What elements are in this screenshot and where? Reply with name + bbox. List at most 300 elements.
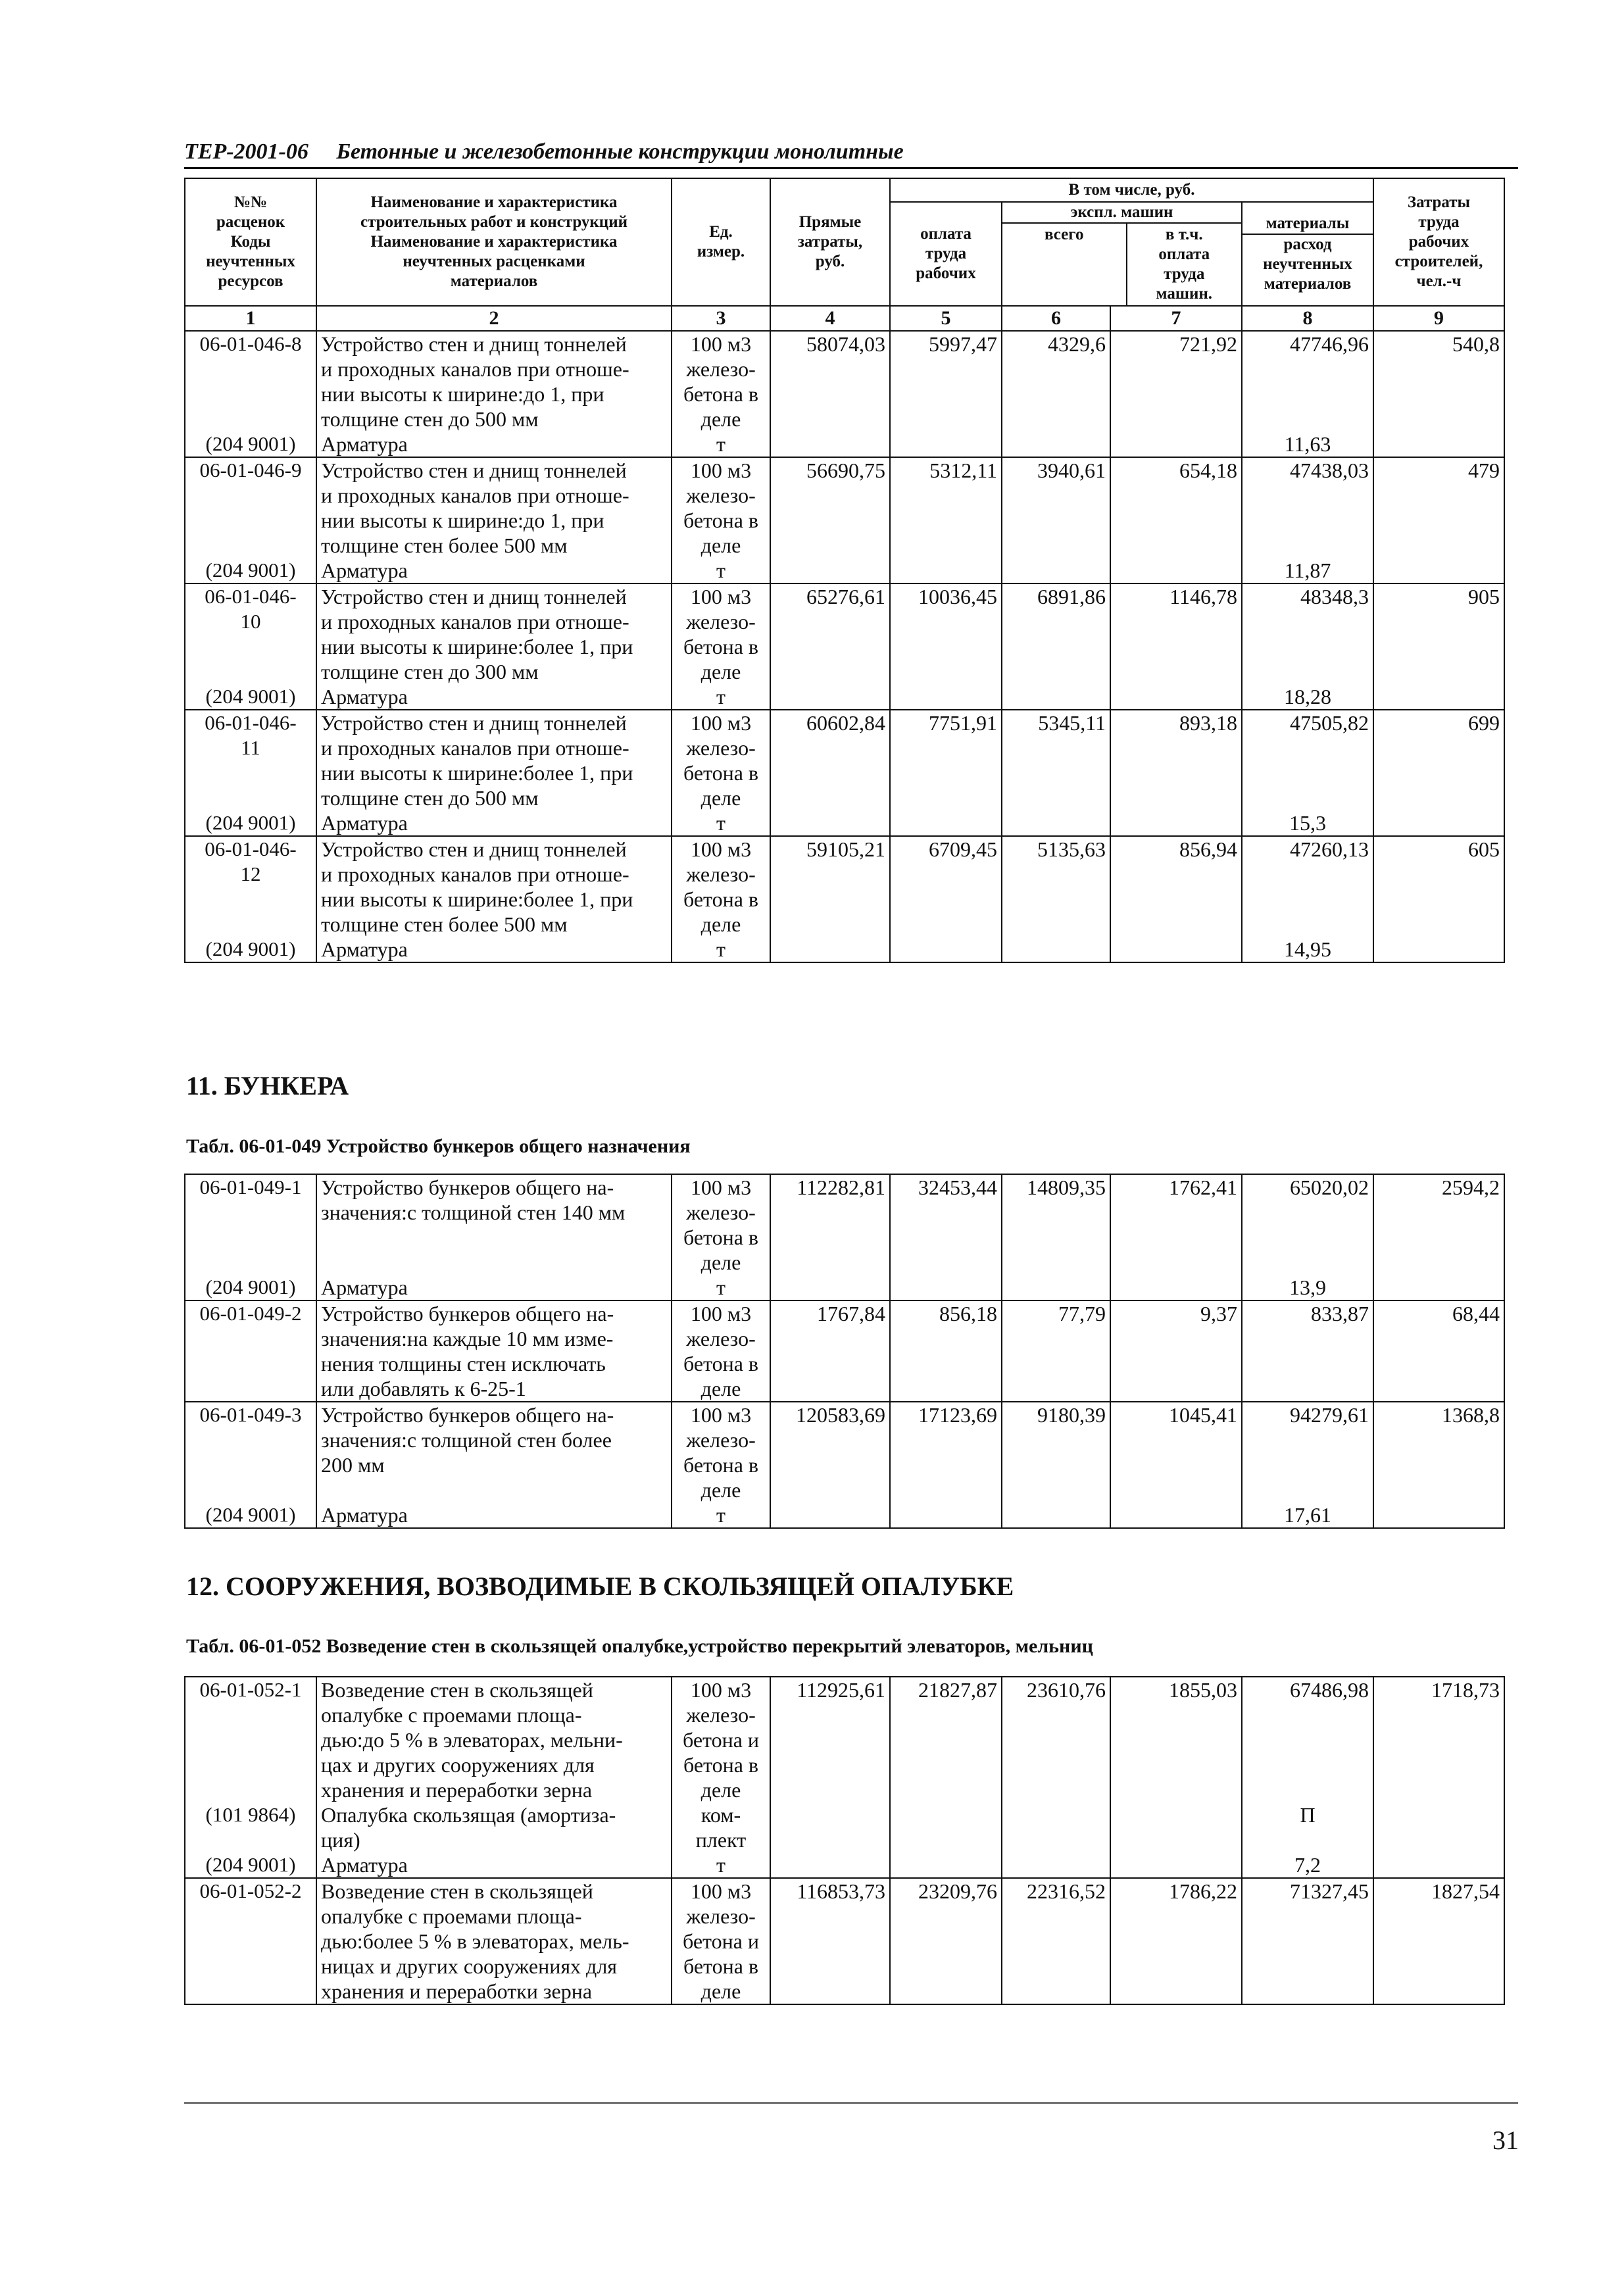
text-line: нии высоты к ширине:до 1, при — [321, 382, 604, 406]
text-line: цах и других сооружениях для — [321, 1753, 595, 1777]
machines-total: 23610,76 — [1027, 1678, 1106, 1702]
machines-total-cell — [1002, 836, 1110, 962]
header-line: Затраты — [1407, 193, 1471, 211]
text-line: бетона в — [683, 1753, 759, 1777]
text-line: 100 м3 — [690, 1403, 752, 1427]
spacer — [1246, 634, 1369, 659]
labor-hours-cell — [1373, 1878, 1504, 2004]
header-machines-labor — [1127, 224, 1242, 305]
text-line: Возведение стен в скользящей — [321, 1678, 593, 1702]
spacer — [321, 1225, 667, 1250]
text-line: 100 м3 — [690, 585, 752, 608]
header-line: строителей, — [1394, 253, 1483, 270]
rate-code-cell — [185, 1677, 316, 1878]
machines-labor: 1045,41 — [1169, 1403, 1237, 1427]
machines-labor-cell — [1110, 583, 1242, 710]
resource-code: (204 9001) — [205, 685, 296, 708]
text-line: и проходных каналов при отноше- — [321, 483, 629, 507]
spacer — [1246, 785, 1369, 810]
direct-cost-cell — [770, 1300, 890, 1402]
resource-amount: 7,2 — [1294, 1853, 1321, 1877]
price-table-049 — [184, 1174, 1505, 1529]
text-line: 06-01-046-8 — [199, 332, 302, 355]
spacer — [1246, 735, 1369, 760]
materials-cost: 65020,02 — [1290, 1175, 1369, 1199]
header-machines-label: экспл. машин — [1002, 203, 1241, 224]
resource-unit: ком- — [701, 1803, 741, 1827]
materials-cost: 47438,03 — [1290, 458, 1369, 482]
text-line: 100 м3 — [690, 1879, 752, 1903]
text-line: бетона в — [683, 1225, 759, 1249]
resource-unit: т — [716, 1853, 726, 1877]
resource-code: (101 9864) — [205, 1803, 296, 1826]
column-number: 9 — [1373, 306, 1504, 331]
materials-cell — [1242, 836, 1373, 962]
direct-cost-cell — [770, 1174, 890, 1300]
text-line: 12 — [240, 862, 261, 885]
spacer — [189, 634, 312, 659]
labor-pay-cell — [890, 1300, 1002, 1402]
header-line: труда — [1164, 265, 1205, 283]
machines-labor-cell — [1110, 710, 1242, 836]
text-line: железо- — [686, 1904, 756, 1928]
page-number: 31 — [1492, 2125, 1519, 2155]
unit-cell — [672, 1174, 770, 1300]
resource-amount: 14,95 — [1284, 937, 1331, 961]
resource-amount: 11,63 — [1284, 432, 1331, 456]
text-line: Устройство стен и днищ тоннелей — [321, 458, 627, 482]
direct-cost: 60602,84 — [806, 711, 885, 735]
spacer — [189, 1752, 312, 1777]
spacer — [189, 1452, 312, 1477]
rate-code-cell — [185, 331, 316, 457]
text-line: опалубке с проемами площа- — [321, 1703, 582, 1727]
direct-cost-cell — [770, 1677, 890, 1878]
text-line: железо- — [686, 736, 756, 760]
text-line: бетона в — [683, 508, 759, 532]
header-line: труда — [925, 245, 967, 262]
column-number: 7 — [1110, 306, 1242, 331]
text-line: нения толщины стен исключать — [321, 1352, 606, 1375]
text-line: бетона в — [683, 382, 759, 406]
text-line: нии высоты к ширине:более 1, при — [321, 887, 633, 911]
spacer — [1246, 1702, 1369, 1727]
spacer — [1246, 407, 1369, 432]
text-line: 100 м3 — [690, 458, 752, 482]
text-line: Устройство стен и днищ тоннелей — [321, 711, 627, 735]
labor-hours: 2594,2 — [1442, 1175, 1500, 1199]
header-line: строительных работ и конструкций — [360, 213, 628, 231]
direct-cost: 116853,73 — [797, 1879, 885, 1903]
text-line: хранения и переработки зерна — [321, 1979, 593, 2003]
labor-hours-cell — [1373, 583, 1504, 710]
resource-unit: плект — [695, 1828, 747, 1852]
text-line: железо- — [686, 862, 756, 886]
direct-cost-cell — [770, 1402, 890, 1528]
machines-total-cell — [1002, 1174, 1110, 1300]
text-line: 11 — [241, 736, 260, 759]
direct-cost: 112282,81 — [797, 1175, 885, 1199]
header-line: Прямые — [799, 213, 862, 231]
table-row — [185, 710, 1504, 836]
labor-hours-cell — [1373, 1402, 1504, 1528]
spacer — [1246, 609, 1369, 634]
header-machines-total — [1002, 224, 1127, 305]
text-line: 06-01-052-2 — [199, 1879, 302, 1902]
text-line: железо- — [686, 1200, 756, 1224]
resource-name: Арматура — [321, 558, 408, 582]
text-line: деле — [701, 1377, 741, 1400]
table-row — [185, 1677, 1504, 1878]
text-line: деле — [701, 1478, 741, 1502]
direct-cost-cell — [770, 457, 890, 583]
machines-total: 14809,35 — [1027, 1175, 1106, 1199]
text-line: бетона в — [683, 1352, 759, 1375]
header-line: оплата — [1158, 245, 1210, 263]
resource-unit: т — [716, 1503, 726, 1527]
column-number: 1 — [185, 306, 316, 331]
table-row — [185, 331, 1504, 457]
text-line: толщине стен более 500 мм — [321, 533, 568, 557]
spacer — [1246, 483, 1369, 508]
spacer — [1246, 1477, 1369, 1502]
resource-amount: П — [1300, 1803, 1316, 1827]
machines-labor-cell — [1110, 836, 1242, 962]
header-line: расход — [1283, 235, 1332, 253]
column-number: 2 — [316, 306, 672, 331]
labor-pay-cell — [890, 583, 1002, 710]
text-line: 06-01-049-2 — [199, 1302, 302, 1325]
text-line: Устройство стен и днищ тоннелей — [321, 837, 627, 861]
resource-code: (204 9001) — [205, 1503, 296, 1526]
header-line: в т.ч. — [1165, 226, 1203, 243]
labor-pay: 21827,87 — [918, 1678, 997, 1702]
text-line: и проходных каналов при отноше- — [321, 736, 629, 760]
header-line: №№ — [234, 193, 268, 211]
text-line: бетона в — [683, 761, 759, 785]
materials-cost: 48348,3 — [1300, 585, 1369, 608]
labor-pay-cell — [890, 1677, 1002, 1878]
rate-code-cell — [185, 836, 316, 962]
rate-code-cell — [185, 1174, 316, 1300]
spacer — [189, 760, 312, 785]
text-line: 06-01-046- — [205, 585, 297, 608]
direct-cost: 58074,03 — [806, 332, 885, 356]
machines-total: 3940,61 — [1037, 458, 1106, 482]
labor-hours: 68,44 — [1452, 1302, 1500, 1325]
labor-hours-cell — [1373, 710, 1504, 836]
spacer — [1246, 862, 1369, 887]
machines-labor: 1786,22 — [1169, 1879, 1237, 1903]
column-number: 5 — [890, 306, 1002, 331]
header-including: В том числе, руб. — [890, 178, 1373, 202]
text-line: 06-01-049-3 — [199, 1403, 302, 1426]
machines-total-cell — [1002, 1878, 1110, 2004]
spacer — [1246, 533, 1369, 558]
labor-pay: 17123,69 — [918, 1403, 997, 1427]
text-line: дью:более 5 % в элеваторах, мель- — [321, 1929, 629, 1953]
header-labor-pay — [890, 202, 1002, 306]
machines-labor-cell — [1110, 1677, 1242, 1878]
resource-unit: т — [716, 685, 726, 708]
header-line: неучтенных — [1263, 255, 1352, 273]
header-line: труда — [1418, 213, 1460, 231]
document-title: Бетонные и железобетонные конструкции монолитные — [336, 139, 904, 164]
direct-cost: 120583,69 — [796, 1403, 885, 1427]
header-line: затраты, — [797, 233, 863, 251]
direct-cost-cell — [770, 710, 890, 836]
header-unit — [672, 178, 770, 306]
spacer — [1246, 1200, 1369, 1225]
unit-cell — [672, 1300, 770, 1402]
table-row — [185, 836, 1504, 962]
unit-cell — [672, 836, 770, 962]
text-line: 06-01-046- — [205, 837, 297, 860]
text-line: деле — [701, 1979, 741, 2003]
resource-name: Арматура — [321, 1503, 408, 1527]
resource-name: Арматура — [321, 432, 408, 456]
text-line: хранения и переработки зерна — [321, 1778, 593, 1802]
text-line: нии высоты к ширине:более 1, при — [321, 635, 633, 658]
rate-code-cell — [185, 457, 316, 583]
machines-total-cell — [1002, 457, 1110, 583]
header-machines — [1002, 202, 1242, 306]
work-name-cell — [316, 583, 672, 710]
spacer — [1246, 382, 1369, 407]
machines-total-cell — [1002, 1300, 1110, 1402]
labor-hours: 1718,73 — [1431, 1678, 1500, 1702]
materials-cell — [1242, 1878, 1373, 2004]
unit-cell — [672, 710, 770, 836]
work-name-cell — [316, 331, 672, 457]
spacer — [189, 1250, 312, 1275]
materials-cell — [1242, 331, 1373, 457]
text-line: деле — [701, 407, 741, 431]
table-row — [185, 1300, 1504, 1402]
column-number: 4 — [770, 306, 890, 331]
text-line: железо- — [686, 1428, 756, 1452]
spacer — [1246, 1904, 1369, 1929]
machines-total-cell — [1002, 331, 1110, 457]
header-line: Наименование и характеристика — [370, 233, 618, 251]
spacer — [189, 1200, 312, 1225]
text-line: нии высоты к ширине:более 1, при — [321, 761, 633, 785]
section-title-11: 11. БУНКЕРА — [186, 1071, 349, 1101]
text-line: железо- — [686, 1703, 756, 1727]
spacer — [189, 659, 312, 684]
machines-labor: 9,37 — [1200, 1302, 1237, 1325]
spacer — [1246, 887, 1369, 912]
machines-labor-cell — [1110, 331, 1242, 457]
spacer — [321, 1250, 667, 1275]
header-line: неучтенных расценками — [403, 253, 585, 270]
resource-name: Арматура — [321, 685, 408, 708]
spacer — [189, 1979, 312, 2004]
spacer — [189, 912, 312, 937]
machines-total: 5135,63 — [1037, 837, 1106, 861]
direct-cost: 65276,61 — [806, 585, 885, 608]
resource-code: (204 9001) — [205, 558, 296, 581]
text-line: или добавлять к 6-25-1 — [321, 1377, 526, 1400]
header-line: руб. — [815, 253, 845, 270]
unit-cell — [672, 1878, 770, 2004]
labor-hours: 699 — [1468, 711, 1500, 735]
work-name-cell — [316, 1402, 672, 1528]
spacer — [1246, 1250, 1369, 1275]
header-materials-label: материалы — [1243, 214, 1373, 235]
document-code: ТЕР-2001-06 — [184, 139, 308, 164]
machines-labor: 1855,03 — [1169, 1678, 1237, 1702]
spacer — [1246, 760, 1369, 785]
materials-cost: 47505,82 — [1290, 711, 1369, 735]
header-line: материалов — [1264, 275, 1352, 293]
direct-cost-cell — [770, 836, 890, 962]
header-line: расценок — [216, 213, 285, 231]
rate-code-cell — [185, 1402, 316, 1528]
spacer — [1246, 357, 1369, 382]
spacer — [1246, 912, 1369, 937]
text-line: 06-01-046- — [205, 711, 297, 734]
header-direct-costs — [770, 178, 890, 306]
spacer — [189, 1777, 312, 1802]
machines-total-cell — [1002, 583, 1110, 710]
labor-hours-cell — [1373, 836, 1504, 962]
column-number: 3 — [672, 306, 770, 331]
materials-cell — [1242, 1174, 1373, 1300]
spacer — [189, 1376, 312, 1401]
materials-cost: 47746,96 — [1290, 332, 1369, 356]
text-line: Устройство бункеров общего на- — [321, 1175, 614, 1199]
spacer — [1246, 1827, 1369, 1852]
resource-amount: 17,61 — [1284, 1503, 1331, 1527]
labor-hours-cell — [1373, 1677, 1504, 1878]
materials-cell — [1242, 710, 1373, 836]
materials-cost: 67486,98 — [1290, 1678, 1369, 1702]
work-name-cell — [316, 1677, 672, 1878]
unit-cell — [672, 457, 770, 583]
labor-pay: 5312,11 — [929, 458, 997, 482]
materials-cost: 94279,61 — [1290, 1403, 1369, 1427]
work-name-cell — [316, 836, 672, 962]
text-line: значения:с толщиной стен 140 мм — [321, 1200, 626, 1224]
machines-total: 77,79 — [1058, 1302, 1106, 1325]
spacer — [189, 382, 312, 407]
text-line: и проходных каналов при отноше- — [321, 610, 629, 633]
spacer — [189, 785, 312, 810]
materials-cost: 71327,45 — [1290, 1879, 1369, 1903]
header-name — [316, 178, 672, 306]
column-number: 6 — [1002, 306, 1110, 331]
work-name-cell — [316, 1174, 672, 1300]
labor-hours: 1827,54 — [1431, 1879, 1500, 1903]
materials-cell — [1242, 1677, 1373, 1878]
footer-rule — [184, 2102, 1518, 2104]
header-line: всего — [1044, 226, 1084, 243]
text-line: и проходных каналов при отноше- — [321, 862, 629, 886]
text-line: дью:до 5 % в элеваторах, мельни- — [321, 1728, 623, 1752]
work-name-cell — [316, 1878, 672, 2004]
text-line: железо- — [686, 483, 756, 507]
spacer — [189, 1477, 312, 1502]
table-title-049: Табл. 06-01-049 Устройство бункеров общего назначения — [186, 1135, 691, 1157]
resource-unit: т — [716, 1275, 726, 1299]
labor-pay-cell — [890, 710, 1002, 836]
spacer — [1246, 1954, 1369, 1979]
resource-amount: 15,3 — [1289, 811, 1326, 835]
text-line: деле — [701, 533, 741, 557]
spacer — [189, 1351, 312, 1376]
text-line: значения:с толщиной стен более — [321, 1428, 612, 1452]
unit-cell — [672, 1677, 770, 1878]
resource-code: (204 9001) — [205, 1853, 296, 1876]
text-line: Возведение стен в скользящей — [321, 1879, 593, 1903]
text-line: 10 — [240, 610, 261, 633]
direct-cost-cell — [770, 1878, 890, 2004]
spacer — [1246, 1929, 1369, 1954]
direct-cost: 56690,75 — [806, 458, 885, 482]
labor-pay: 10036,45 — [918, 585, 997, 608]
text-line: толщине стен до 500 мм — [321, 786, 539, 810]
machines-total-cell — [1002, 1402, 1110, 1528]
machines-labor-cell — [1110, 1878, 1242, 2004]
resource-amount: 13,9 — [1289, 1275, 1326, 1299]
text-line: Устройство бункеров общего на- — [321, 1302, 614, 1325]
resource-code: (204 9001) — [205, 811, 296, 834]
machines-labor-cell — [1110, 1402, 1242, 1528]
work-name-cell — [316, 457, 672, 583]
resource-unit: т — [716, 432, 726, 456]
header-line: неучтенных — [206, 253, 295, 270]
spacer — [1246, 1777, 1369, 1802]
spacer — [189, 357, 312, 382]
header-line: материалов — [450, 272, 538, 290]
spacer — [189, 533, 312, 558]
text-line: 06-01-046-9 — [199, 458, 302, 482]
text-line: нии высоты к ширине:до 1, при — [321, 508, 604, 532]
column-numbers — [185, 306, 1504, 331]
work-name-cell — [316, 1300, 672, 1402]
machines-labor: 1762,41 — [1169, 1175, 1237, 1199]
materials-cell — [1242, 1300, 1373, 1402]
table-row — [185, 1174, 1504, 1300]
machines-total-cell — [1002, 1677, 1110, 1878]
spacer — [189, 483, 312, 508]
spacer — [189, 1702, 312, 1727]
table-row — [185, 583, 1504, 710]
materials-cell — [1242, 457, 1373, 583]
text-line: деле — [701, 660, 741, 683]
labor-pay: 7751,91 — [929, 711, 997, 735]
text-line: железо- — [686, 1327, 756, 1350]
resource-code: (204 9001) — [205, 937, 296, 960]
spacer — [189, 1326, 312, 1351]
header-labor-hours — [1373, 178, 1504, 306]
text-line: деле — [701, 786, 741, 810]
price-table-046 — [184, 178, 1505, 963]
work-name-cell — [316, 710, 672, 836]
labor-hours: 479 — [1468, 458, 1500, 482]
text-line: толщине стен более 500 мм — [321, 912, 568, 936]
section-title-12: 12. СООРУЖЕНИЯ, ВОЗВОДИМЫЕ В СКОЛЬЗЯЩЕЙ ОПАЛУБКЕ — [186, 1571, 1014, 1601]
text-line: бетона в — [683, 887, 759, 911]
labor-pay: 5997,47 — [929, 332, 997, 356]
materials-cost: 47260,13 — [1290, 837, 1369, 861]
table-row — [185, 1402, 1504, 1528]
materials-cell — [1242, 583, 1373, 710]
resource-name: Арматура — [321, 811, 408, 835]
machines-labor: 893,18 — [1179, 711, 1237, 735]
text-line: бетона и — [682, 1929, 760, 1953]
